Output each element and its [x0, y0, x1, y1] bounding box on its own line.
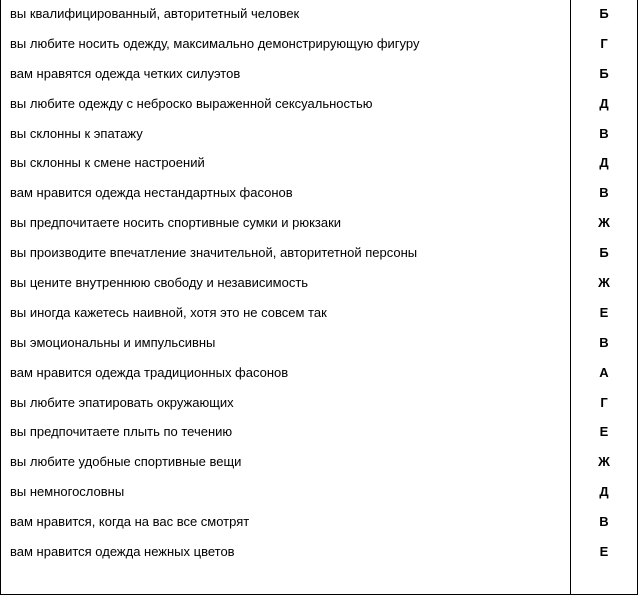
table-row [1, 358, 638, 388]
answer-cell: Б [571, 238, 638, 268]
table-row [1, 507, 638, 537]
statement-cell: вы немногословны [10, 484, 125, 500]
table-row [1, 447, 638, 477]
answer-cell: В [571, 507, 638, 537]
table-row [1, 388, 638, 418]
answer-cell: Ж [571, 268, 638, 298]
table-row [1, 148, 638, 178]
statement-cell: вы предпочитаете плыть по течению [10, 424, 233, 440]
table-row [1, 298, 638, 328]
answer-cell: В [571, 119, 638, 149]
table-row [1, 29, 638, 59]
table-row [1, 417, 638, 447]
answer-cell: Г [571, 29, 638, 59]
statement-cell: вам нравится одежда традиционных фасонов [10, 364, 289, 380]
answer-cell: Б [571, 59, 638, 89]
answer-cell: Б [571, 0, 638, 29]
answer-cell: Ж [571, 208, 638, 238]
statement-cell: вы иногда кажетесь наивной, хотя это не совсем так [10, 304, 327, 320]
table-row [1, 238, 638, 268]
empty-statement-cell [1, 567, 571, 595]
answer-cell: Д [571, 148, 638, 178]
statement-cell: вам нравится, когда на вас все смотрят [10, 514, 250, 530]
statement-cell: вы квалифицированный, авторитетный человек [10, 5, 300, 21]
statement-cell: вы любите удобные спортивные вещи [10, 454, 242, 470]
statement-cell: вам нравится одежда нестандартных фасонов [10, 185, 293, 201]
table-row [1, 268, 638, 298]
table-row [1, 0, 638, 29]
statement-cell: вы цените внутреннюю свободу и независимость [10, 274, 309, 290]
table-row [1, 328, 638, 358]
statement-cell: вы любите одежду с неброско выраженной сексуальностью [10, 95, 373, 111]
answer-cell: В [571, 178, 638, 208]
statement-cell: вы эмоциональны и импульсивны [10, 334, 216, 350]
answer-cell: Д [571, 89, 638, 119]
statement-cell: вы производите впечатление значительной, авторитетной персоны [10, 245, 418, 261]
answer-cell: Е [571, 537, 638, 567]
answer-cell: А [571, 358, 638, 388]
questionnaire-body [1, 0, 638, 595]
statement-cell: вы склонны к эпатажу [10, 125, 143, 141]
statement-cell: вы любите эпатировать окружающих [10, 394, 234, 410]
table-row [1, 119, 638, 149]
table-row [1, 89, 638, 119]
statement-cell: вы любите носить одежду, максимально демонстрирующую фигуру [10, 35, 420, 51]
statement-cell: вы склонны к смене настроений [10, 155, 205, 171]
answer-cell: Е [571, 298, 638, 328]
answer-cell: Г [571, 388, 638, 418]
table-row [1, 178, 638, 208]
statement-cell: вы предпочитаете носить спортивные сумки и рюкзаки [10, 215, 342, 231]
answer-cell: В [571, 328, 638, 358]
answer-cell: Д [571, 477, 638, 507]
statement-cell: вам нравятся одежда четких силуэтов [10, 65, 241, 81]
table-row [1, 537, 638, 567]
table-row [1, 208, 638, 238]
answer-cell: Е [571, 417, 638, 447]
empty-answer-cell [571, 567, 638, 595]
table-row [1, 59, 638, 89]
empty-filler-row [1, 567, 638, 595]
statement-cell: вам нравится одежда нежных цветов [10, 543, 235, 559]
table-row [1, 477, 638, 507]
answer-cell: Ж [571, 447, 638, 477]
